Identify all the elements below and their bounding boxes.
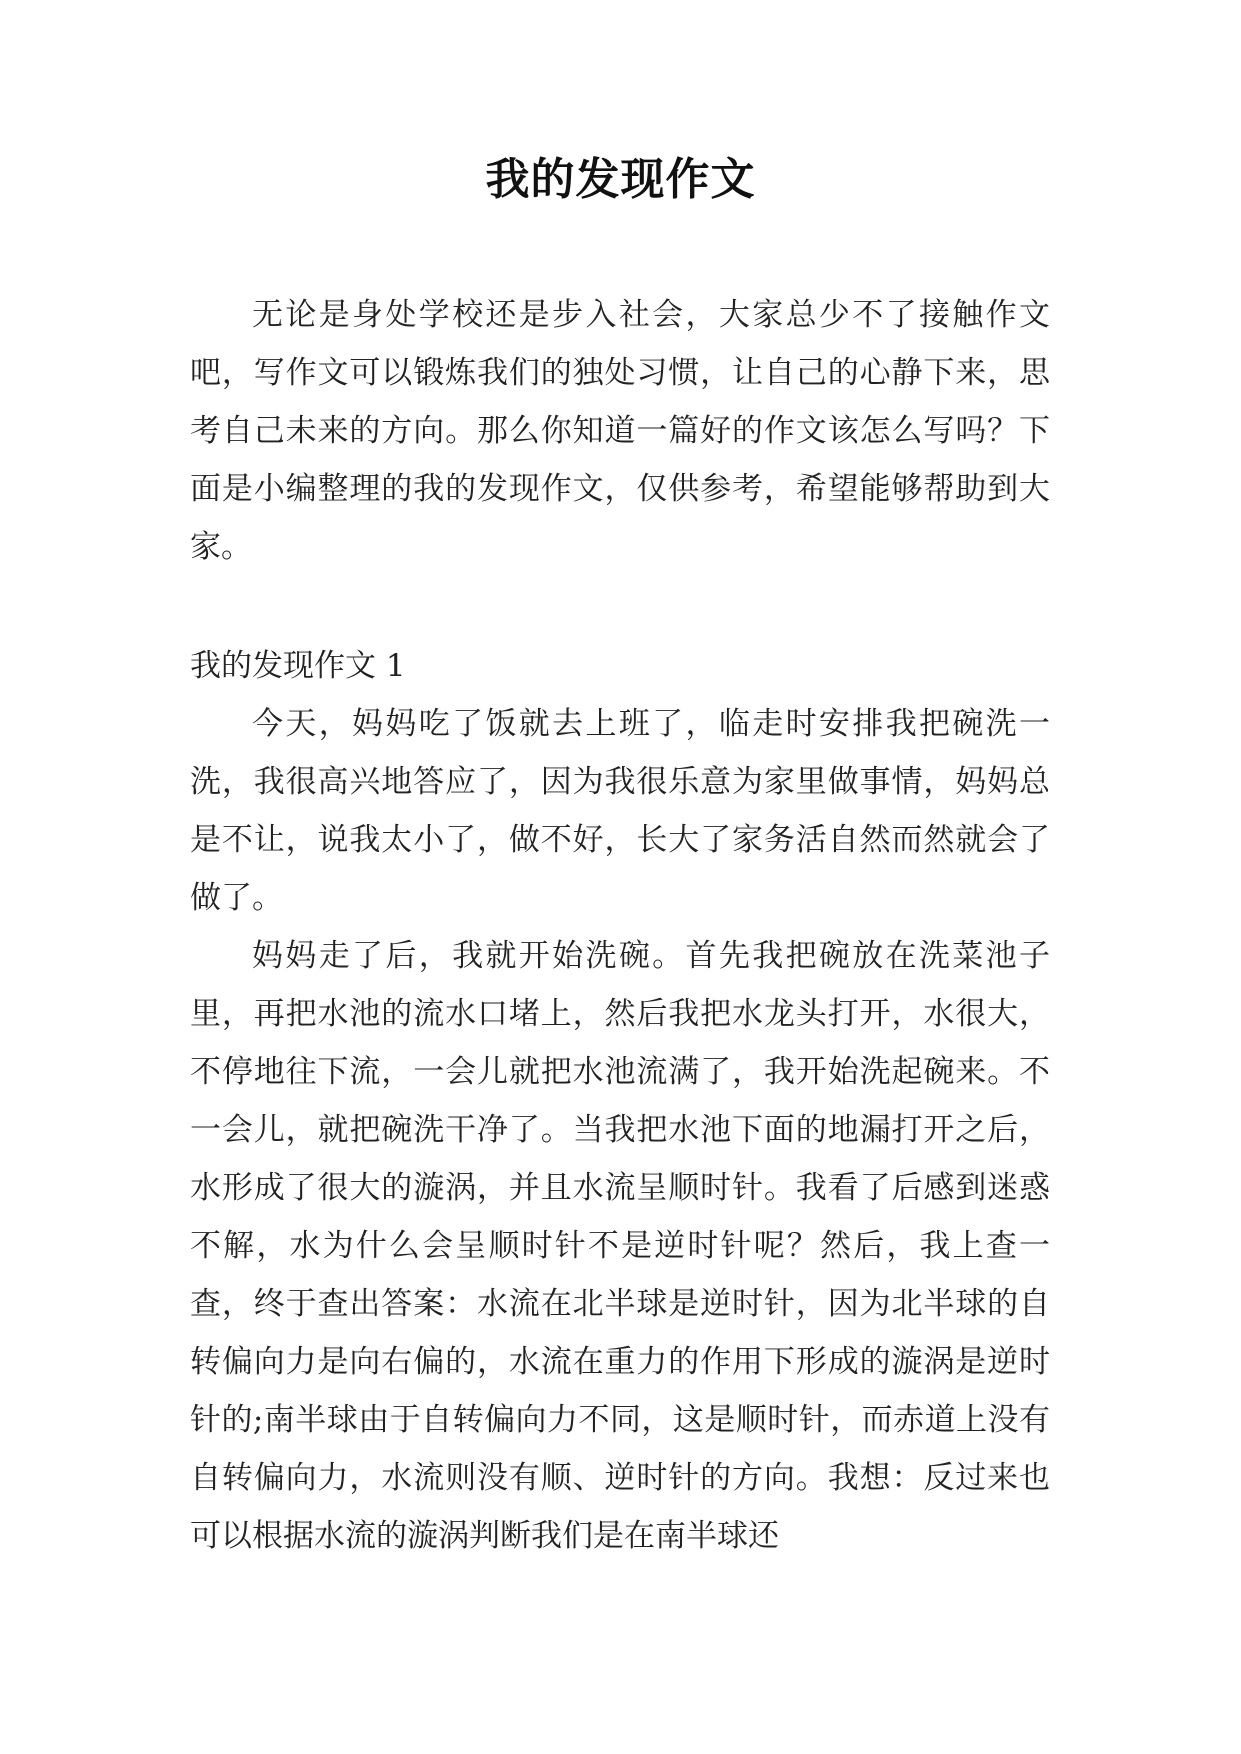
- essay-1-heading: 我的发现作文 1: [190, 648, 406, 684]
- essay-1-paragraph-2: 妈妈走了后，我就开始洗碗。首先我把碗放在洗菜池子里，再把水池的流水口堵上，然后我把水龙头打开，水很大，不停地往下流，一会儿就把水池流满了，我开始洗起碗来。不一会儿，就把碗洗干净了。当我把水池下面的地漏打开之后，水形成了很大的漩涡，并且水流呈顺时针。我看了后感到迷惑不解，水为什么会呈顺时针不是逆时针呢？然后，我上查一查，终于查出答案：水流在北半球是逆时针，因为北半球的自转偏向力是向右偏的，水流在重力的作用下形成的漩涡是逆时针的;南半球由于自转偏向力不同，这是顺时针，而赤道上没有自转偏向力，水流则没有顺、逆时针的方向。我想：反过来也可以根据水流的漩涡判断我们是在南半球还: [190, 938, 1050, 1554]
- document-title: 我的发现作文: [485, 154, 756, 205]
- intro-section: [190, 286, 1050, 576]
- essay-heading-section: [190, 637, 1050, 695]
- intro-paragraph: 无论是身处学校还是步入社会，大家总少不了接触作文吧，写作文可以锻炼我们的独处习惯，让自己的心静下来，思考自己未来的方向。那么你知道一篇好的作文该怎么写吗？下面是小编整理的我的发现作文，仅供参考，希望能够帮助到大家。: [190, 297, 1050, 565]
- essay-1-paragraph-1: 今天，妈妈吃了饭就去上班了，临走时安排我把碗洗一洗，我很高兴地答应了，因为我很乐意为家里做事情，妈妈总是不让，说我太小了，做不好，长大了家务活自然而然就会了做了。: [190, 706, 1050, 916]
- essay-1-body: [190, 695, 1050, 1565]
